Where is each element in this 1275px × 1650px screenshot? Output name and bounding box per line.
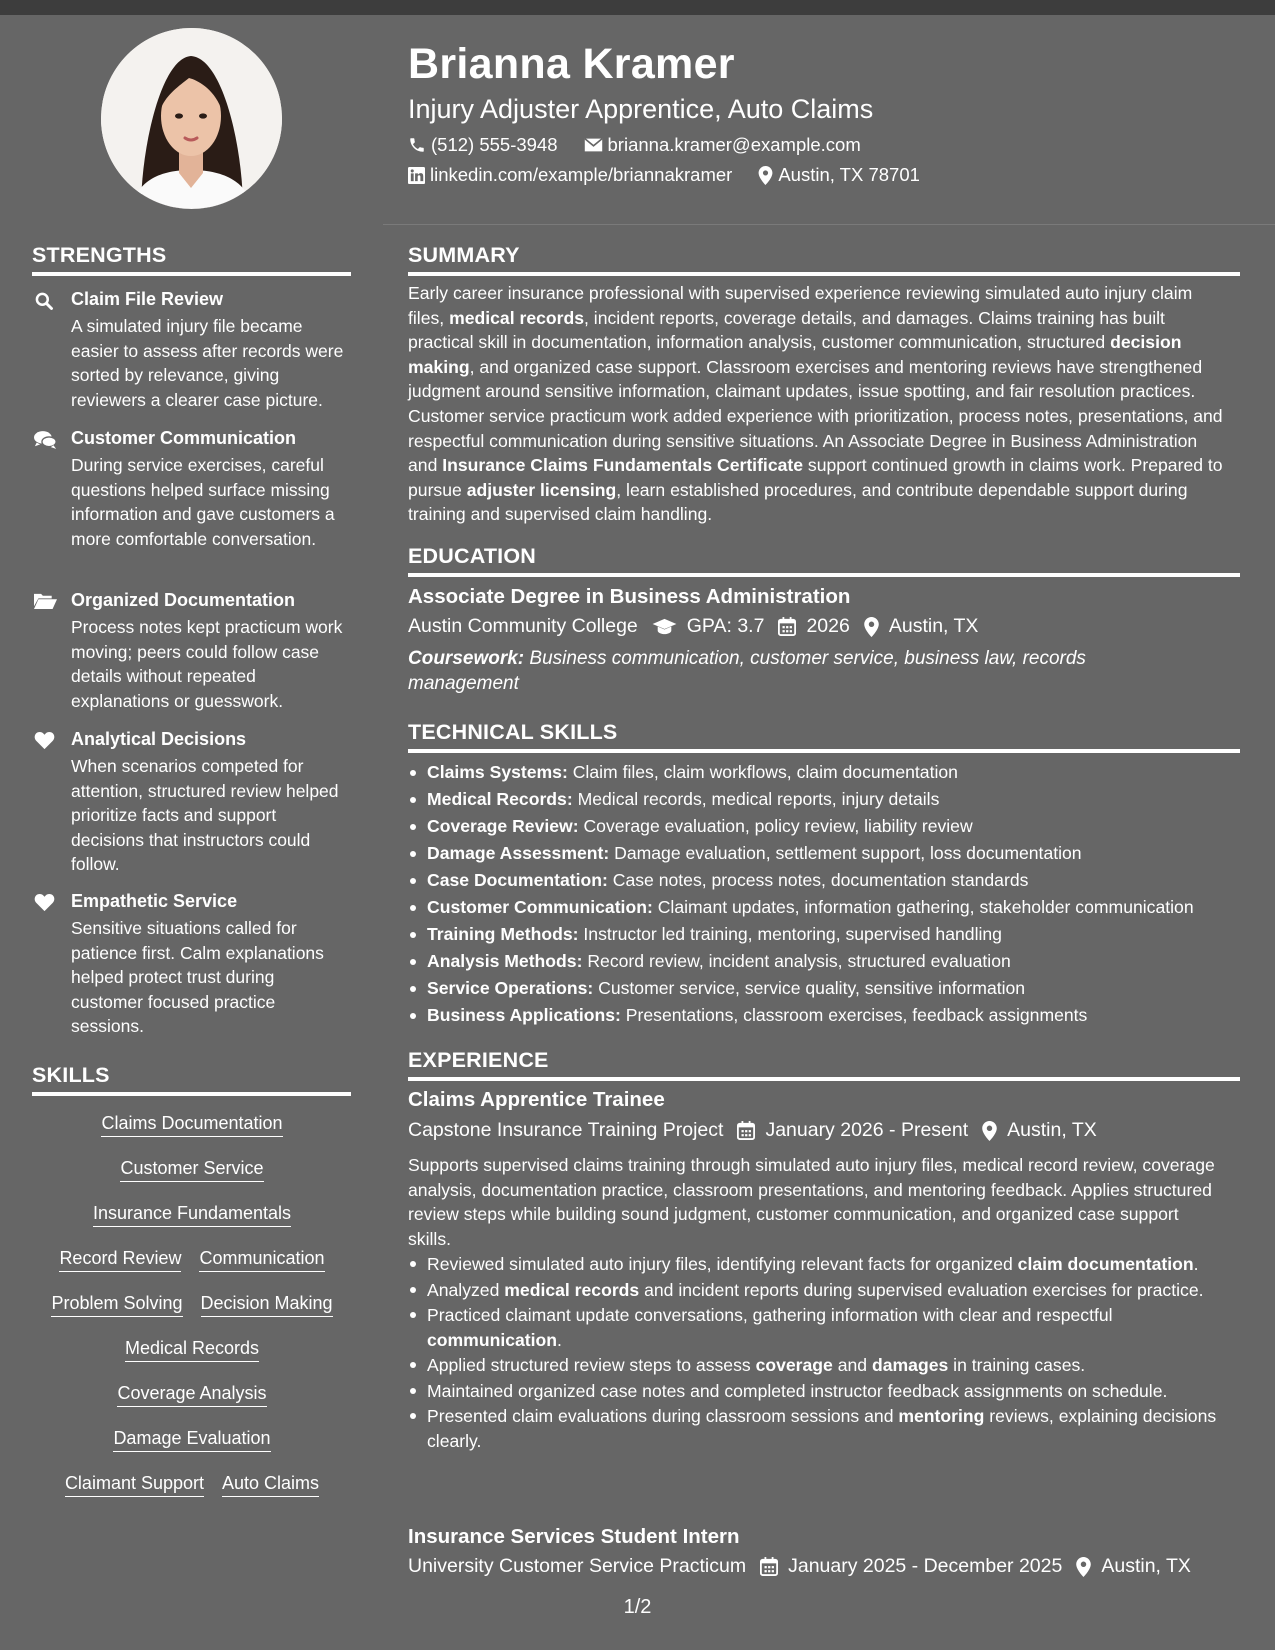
list-item: Service Operations: Customer service, service quality, sensitive information	[408, 975, 1238, 1002]
list-item: Customer Communication: Claimant updates, information gathering, stakeholder communication	[408, 894, 1238, 921]
linkedin-item	[408, 164, 732, 186]
envelope-icon	[584, 137, 603, 153]
skills-heading: SKILLS	[32, 1063, 110, 1087]
summary-text: Early career insurance professional with supervised experience reviewing simulated auto injury claim files, medical records, incident reports, coverage details, and damages. Claims training has built practical skill in documentation, information analysis, customer communication, structured decision making, and organized case support. Classroom exercises and mentoring reviews have strengthened judgment around sensitive information, claimant updates, issue spotting, and fair resolution practices. Customer service practicum work added experience with prioritization, process notes, presentations, and respectful communication during sensitive situations. An Associate Degree in Business Administration and Insurance Claims Fundamentals Certificate support continued growth in claims work. Prepared to pursue adjuster licensing, learn established procedures, and contribute dependable support during training and supervised claim handling.	[408, 283, 1223, 525]
candidate-title: Injury Adjuster Apprentice, Auto Claims	[408, 94, 874, 124]
skill-tag: Customer Service	[120, 1158, 263, 1182]
skill-tag: Coverage Analysis	[117, 1383, 266, 1407]
job-meta	[408, 1119, 1111, 1142]
strength-desc: A simulated injury file became easier to assess after records were sorted by relevance, giving reviewers a clearer case picture.	[71, 316, 344, 410]
strength-title: Customer Communication	[71, 428, 297, 448]
skill-tag: Decision Making	[201, 1293, 333, 1317]
job-description: Supports supervised claims training through simulated auto injury files, medical record review, coverage analysis, documentation practice, classroom presentations, and mentoring feedback. Applies structured review steps while building sound judgment, customer communication, and organized case support skills.	[408, 1155, 1215, 1249]
linkedin-icon	[408, 167, 425, 184]
search-icon	[34, 291, 54, 311]
skill-row	[32, 1428, 352, 1452]
job-org: University Customer Service Practicum	[408, 1555, 747, 1577]
map-pin-icon	[758, 166, 773, 185]
grad-year: 2026	[806, 615, 850, 637]
experience-rule	[408, 1077, 1240, 1081]
skill-row	[32, 1248, 352, 1272]
list-item: Business Applications: Presentations, classroom exercises, feedback assignments	[408, 1002, 1238, 1029]
strength-desc: Sensitive situations called for patience first. Calm explanations helped protect trust during customer focused practice sessions.	[71, 918, 324, 1036]
chat-bubbles-icon	[34, 430, 57, 450]
location-item	[758, 164, 920, 186]
phone-number[interactable]: (512) 555-3948	[431, 134, 558, 155]
list-item: Claims Systems: Claim files, claim workflows, claim documentation	[408, 759, 1238, 786]
skill-tag: Claims Documentation	[101, 1113, 282, 1137]
profile-photo	[101, 28, 282, 209]
coursework	[408, 647, 1198, 696]
coursework-label: Coursework:	[408, 648, 525, 669]
skill-row	[32, 1158, 352, 1182]
education-location: Austin, TX	[888, 615, 979, 637]
page-number: 1/2	[623, 1596, 652, 1618]
job-dates: January 2025 - December 2025	[788, 1555, 1063, 1577]
graduation-cap-icon	[652, 618, 677, 635]
job-location: Austin, TX	[1101, 1555, 1191, 1577]
technical-skills-rule	[408, 749, 1240, 753]
education-heading: EDUCATION	[408, 544, 537, 568]
summary-rule	[408, 272, 1240, 276]
list-item: Medical Records: Medical records, medical reports, injury details	[408, 786, 1238, 813]
technical-skills-heading: TECHNICAL SKILLS	[408, 720, 618, 744]
skill-row	[32, 1113, 352, 1137]
heart-icon	[34, 731, 55, 750]
list-item: Training Methods: Instructor led training, mentoring, supervised handling	[408, 921, 1238, 948]
degree-title: Associate Degree in Business Administration	[408, 585, 851, 608]
contact-row-1	[408, 134, 887, 156]
education-meta	[408, 615, 992, 638]
experience-heading: EXPERIENCE	[408, 1048, 549, 1072]
job-title: Insurance Services Student Intern	[408, 1525, 740, 1548]
education-rule	[408, 573, 1240, 577]
strength-title: Analytical Decisions	[71, 729, 247, 749]
summary-heading: SUMMARY	[408, 243, 520, 267]
skill-row	[32, 1383, 352, 1407]
location-text: Austin, TX 78701	[778, 164, 920, 185]
folder-open-icon	[34, 592, 57, 610]
skill-tag: Medical Records	[125, 1338, 259, 1362]
header-divider	[383, 224, 1275, 225]
linkedin-link[interactable]: linkedin.com/example/briannakramer	[430, 164, 733, 185]
job-title: Claims Apprentice Trainee	[408, 1088, 665, 1111]
skills-rule	[32, 1092, 351, 1096]
calendar-icon	[737, 1121, 755, 1140]
list-item: Practiced claimant update conversations, gathering information with clear and respectful communication.	[408, 1303, 1227, 1352]
candidate-name: Brianna Kramer	[408, 40, 735, 88]
list-item: Applied structured review steps to assess coverage and damages in training cases.	[408, 1353, 1227, 1378]
list-item: Coverage Review: Coverage evaluation, policy review, liability review	[408, 813, 1238, 840]
job-org: Capstone Insurance Training Project	[408, 1119, 724, 1141]
skill-row	[32, 1473, 352, 1497]
phone-icon	[408, 136, 426, 154]
map-pin-icon	[1076, 1557, 1091, 1577]
list-item: Reviewed simulated auto injury files, identifying relevant facts for organized claim documentation.	[408, 1252, 1227, 1277]
strengths-rule	[32, 272, 351, 276]
strength-title: Empathetic Service	[71, 891, 238, 911]
skill-tag: Insurance Fundamentals	[93, 1203, 291, 1227]
strength-desc: When scenarios competed for attention, structured review helped prioritize facts and support decisions that instructors could follow.	[71, 756, 339, 874]
email-item	[584, 134, 861, 156]
strength-title: Organized Documentation	[71, 590, 296, 610]
skill-row	[32, 1203, 352, 1227]
skill-tag: Record Review	[59, 1248, 181, 1272]
skill-tag: Auto Claims	[222, 1473, 319, 1497]
map-pin-icon	[864, 617, 879, 637]
technical-skills-list	[408, 759, 1238, 1029]
list-item: Case Documentation: Case notes, process notes, documentation standards	[408, 867, 1238, 894]
job-bullets	[408, 1252, 1238, 1454]
calendar-icon	[778, 617, 796, 636]
job-meta	[408, 1555, 1205, 1578]
list-item: Presented claim evaluations during classroom sessions and mentoring reviews, explaining decisions clearly.	[408, 1404, 1227, 1453]
top-bar	[0, 0, 1275, 15]
skill-tag: Damage Evaluation	[113, 1428, 270, 1452]
list-item: Maintained organized case notes and completed instructor feedback assignments on schedule.	[408, 1379, 1227, 1404]
skill-tag: Claimant Support	[65, 1473, 204, 1497]
job-location: Austin, TX	[1007, 1119, 1097, 1141]
skill-tag: Problem Solving	[51, 1293, 182, 1317]
strength-desc: During service exercises, careful questions helped surface missing information and gave customers a more comfortable conversation.	[71, 455, 335, 549]
contact-row-2	[408, 164, 946, 186]
phone-item	[408, 134, 558, 156]
list-item: Analysis Methods: Record review, incident analysis, structured evaluation	[408, 948, 1238, 975]
job-dates: January 2026 - Present	[765, 1119, 969, 1141]
heart-icon	[34, 893, 55, 912]
gpa: GPA: 3.7	[686, 615, 765, 637]
skill-tag: Communication	[199, 1248, 324, 1272]
strength-title: Claim File Review	[71, 289, 224, 309]
email-link[interactable]: brianna.kramer@example.com	[607, 134, 861, 155]
strengths-heading: STRENGTHS	[32, 243, 167, 267]
list-item: Analyzed medical records and incident reports during supervised evaluation exercises for practice.	[408, 1278, 1227, 1303]
skill-row	[32, 1338, 352, 1362]
coursework-list: Business communication, customer service, business law, records management	[408, 648, 1086, 694]
school-name: Austin Community College	[408, 615, 638, 637]
list-item: Damage Assessment: Damage evaluation, settlement support, loss documentation	[408, 840, 1238, 867]
calendar-icon	[760, 1557, 778, 1576]
strength-desc: Process notes kept practicum work moving; peers could follow case details without repeated explanations or guesswork.	[71, 617, 343, 711]
map-pin-icon	[982, 1121, 997, 1141]
skill-row	[32, 1293, 352, 1317]
